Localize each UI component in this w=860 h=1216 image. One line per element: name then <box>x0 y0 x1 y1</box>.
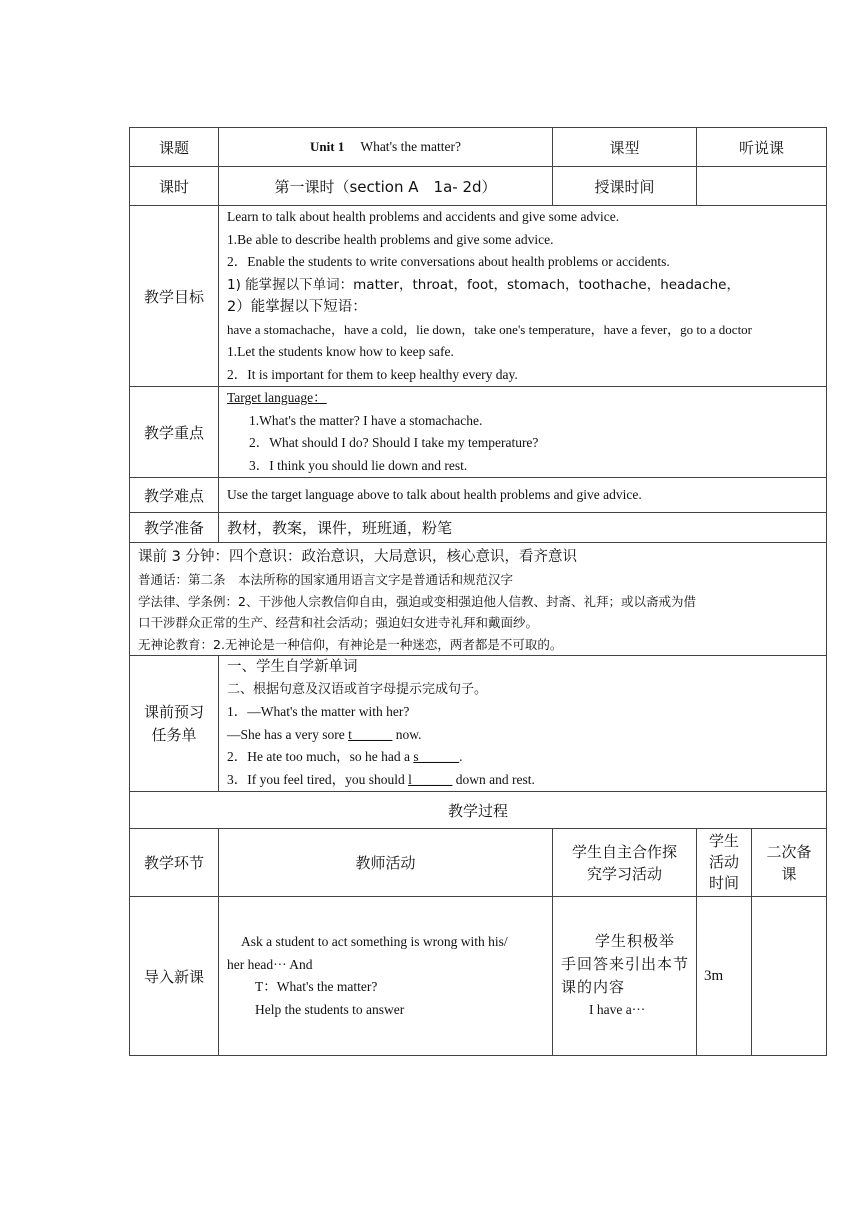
type-label: 课型 <box>553 128 697 167</box>
lesson-plan-table <box>129 127 827 1056</box>
preview-heading: 二、根据句意及汉语或首字母提示完成句子。 <box>227 681 488 697</box>
goals-label: 教学目标 <box>130 206 219 387</box>
difficulty-text: Use the target language above to talk about health problems and give advice. <box>219 478 827 513</box>
focus-label: 教学重点 <box>130 387 219 478</box>
blank-l: l______ <box>408 771 453 787</box>
focus-row <box>130 387 827 478</box>
goal-line: 2）能掌握以下短语： <box>227 299 367 315</box>
process-title: 教学过程 <box>130 792 827 829</box>
student-text: 学生积极举手回答来引出本节课的内容 <box>561 932 690 997</box>
preview-answer: —She has a very sore t______ now. <box>227 726 422 742</box>
preparation-text: 教材，教案，课件，班班通，粉笔 <box>219 513 827 543</box>
topic-label: 课题 <box>130 128 219 167</box>
pre-class-row <box>130 543 827 656</box>
difficulty-row <box>130 478 827 513</box>
period-value: 第一课时（section A 1a- 2d） <box>219 167 553 206</box>
header-time: 学生活动时间 <box>697 829 752 897</box>
header-notes: 二次备课 <box>752 829 827 897</box>
activity-time: 3m <box>697 897 752 1056</box>
process-row-intro <box>130 897 827 1056</box>
focus-line: 3．I think you should lie down and rest. <box>249 457 468 473</box>
goal-line: 1.Be able to describe health problems and give some advice. <box>227 231 554 247</box>
preview-question: 2．He ate too much，so he had a s______. <box>227 749 463 764</box>
period-row <box>130 167 827 206</box>
process-title-row <box>130 792 827 829</box>
focus-content <box>219 387 827 478</box>
teacher-line: Help the students to answer <box>255 1001 405 1017</box>
goal-line: 1.Let the students know how to keep safe. <box>227 344 454 359</box>
header-stage: 教学环节 <box>130 829 219 897</box>
target-language-heading: Target language： <box>227 390 327 405</box>
pre-class-content <box>130 543 827 656</box>
preview-row <box>130 656 827 792</box>
preview-label <box>130 656 219 792</box>
unit-title: What's the matter? <box>360 139 461 154</box>
law-line: 学法律、学条例：2、干涉他人宗教信仰自由，强迫或变相强迫他人信教、封斋、礼拜；或以斋戒为借 <box>138 593 696 609</box>
law-line-continued: 口干涉群众正常的生产、经营和社会活动；强迫妇女进寺礼拜和戴面纱。 <box>138 615 539 630</box>
type-value: 听说课 <box>697 128 827 167</box>
lesson-plan <box>129 127 826 1056</box>
atheism-line: 无神论教育：2.无神论是一种信仰，有神论是一种迷恋，两者都是不可取的。 <box>138 636 563 652</box>
goals-row <box>130 206 827 387</box>
notes-cell <box>752 897 827 1056</box>
preview-question: 1．—What's the matter with her? <box>227 704 410 719</box>
preview-label-line: 课前预习 <box>143 702 204 721</box>
header-teacher: 教师活动 <box>219 829 553 897</box>
goal-line: 1) 能掌握以下单词：matter，throat，foot，stomach，toothache，headache， <box>227 276 740 293</box>
blank-s: s______ <box>413 749 460 764</box>
class-time-value <box>697 167 827 206</box>
difficulty-label: 教学难点 <box>130 478 219 513</box>
goal-line: Learn to talk about health problems and accidents and give some advice. <box>227 209 620 224</box>
goals-content <box>219 206 827 387</box>
topic-value <box>219 128 553 167</box>
blank-t: t______ <box>348 726 393 742</box>
process-header-row <box>130 829 827 897</box>
unit-number: Unit 1 <box>310 139 345 154</box>
preparation-row <box>130 513 827 543</box>
preview-label-line: 任务单 <box>151 725 197 744</box>
putonghua-line: 普通话：第二条 本法所称的国家通用语言文字是普通话和规范汉字 <box>138 572 514 587</box>
goal-line: 2．Enable the students to write conversations about health problems or accidents. <box>227 254 670 269</box>
preview-content <box>219 656 827 792</box>
stage-intro: 导入新课 <box>130 897 219 1056</box>
focus-line: 1.What's the matter? I have a stomachache. <box>249 412 483 428</box>
preparation-label: 教学准备 <box>130 513 219 543</box>
teacher-line: T：What's the matter? <box>255 979 378 994</box>
goal-line: have a stomachache，have a cold，lie down，take one's temperature，have a fever，go to a doctor <box>227 321 753 337</box>
preview-question: 3．If you feel tired，you should l______ down and rest. <box>227 771 535 787</box>
class-time-label: 授课时间 <box>553 167 697 206</box>
period-label: 课时 <box>130 167 219 206</box>
teacher-line: her head··· And <box>227 956 313 972</box>
goal-line: 2．It is important for them to keep healthy every day. <box>227 366 518 382</box>
header-student: 学生自主合作探究学习活动 <box>553 829 697 897</box>
focus-line: 2．What should I do? Should I take my temperature? <box>249 435 539 450</box>
teacher-activity <box>219 897 553 1056</box>
topic-row <box>130 128 827 167</box>
four-awareness-line: 课前 3 分钟：四个意识：政治意识，大局意识，核心意识，看齐意识 <box>138 549 577 565</box>
preview-heading: 一、学生自学新单词 <box>227 659 358 675</box>
student-activity <box>553 897 697 1056</box>
teacher-line: Ask a student to act something is wrong with his/ <box>241 934 508 949</box>
student-example: I have a··· <box>589 1002 646 1018</box>
